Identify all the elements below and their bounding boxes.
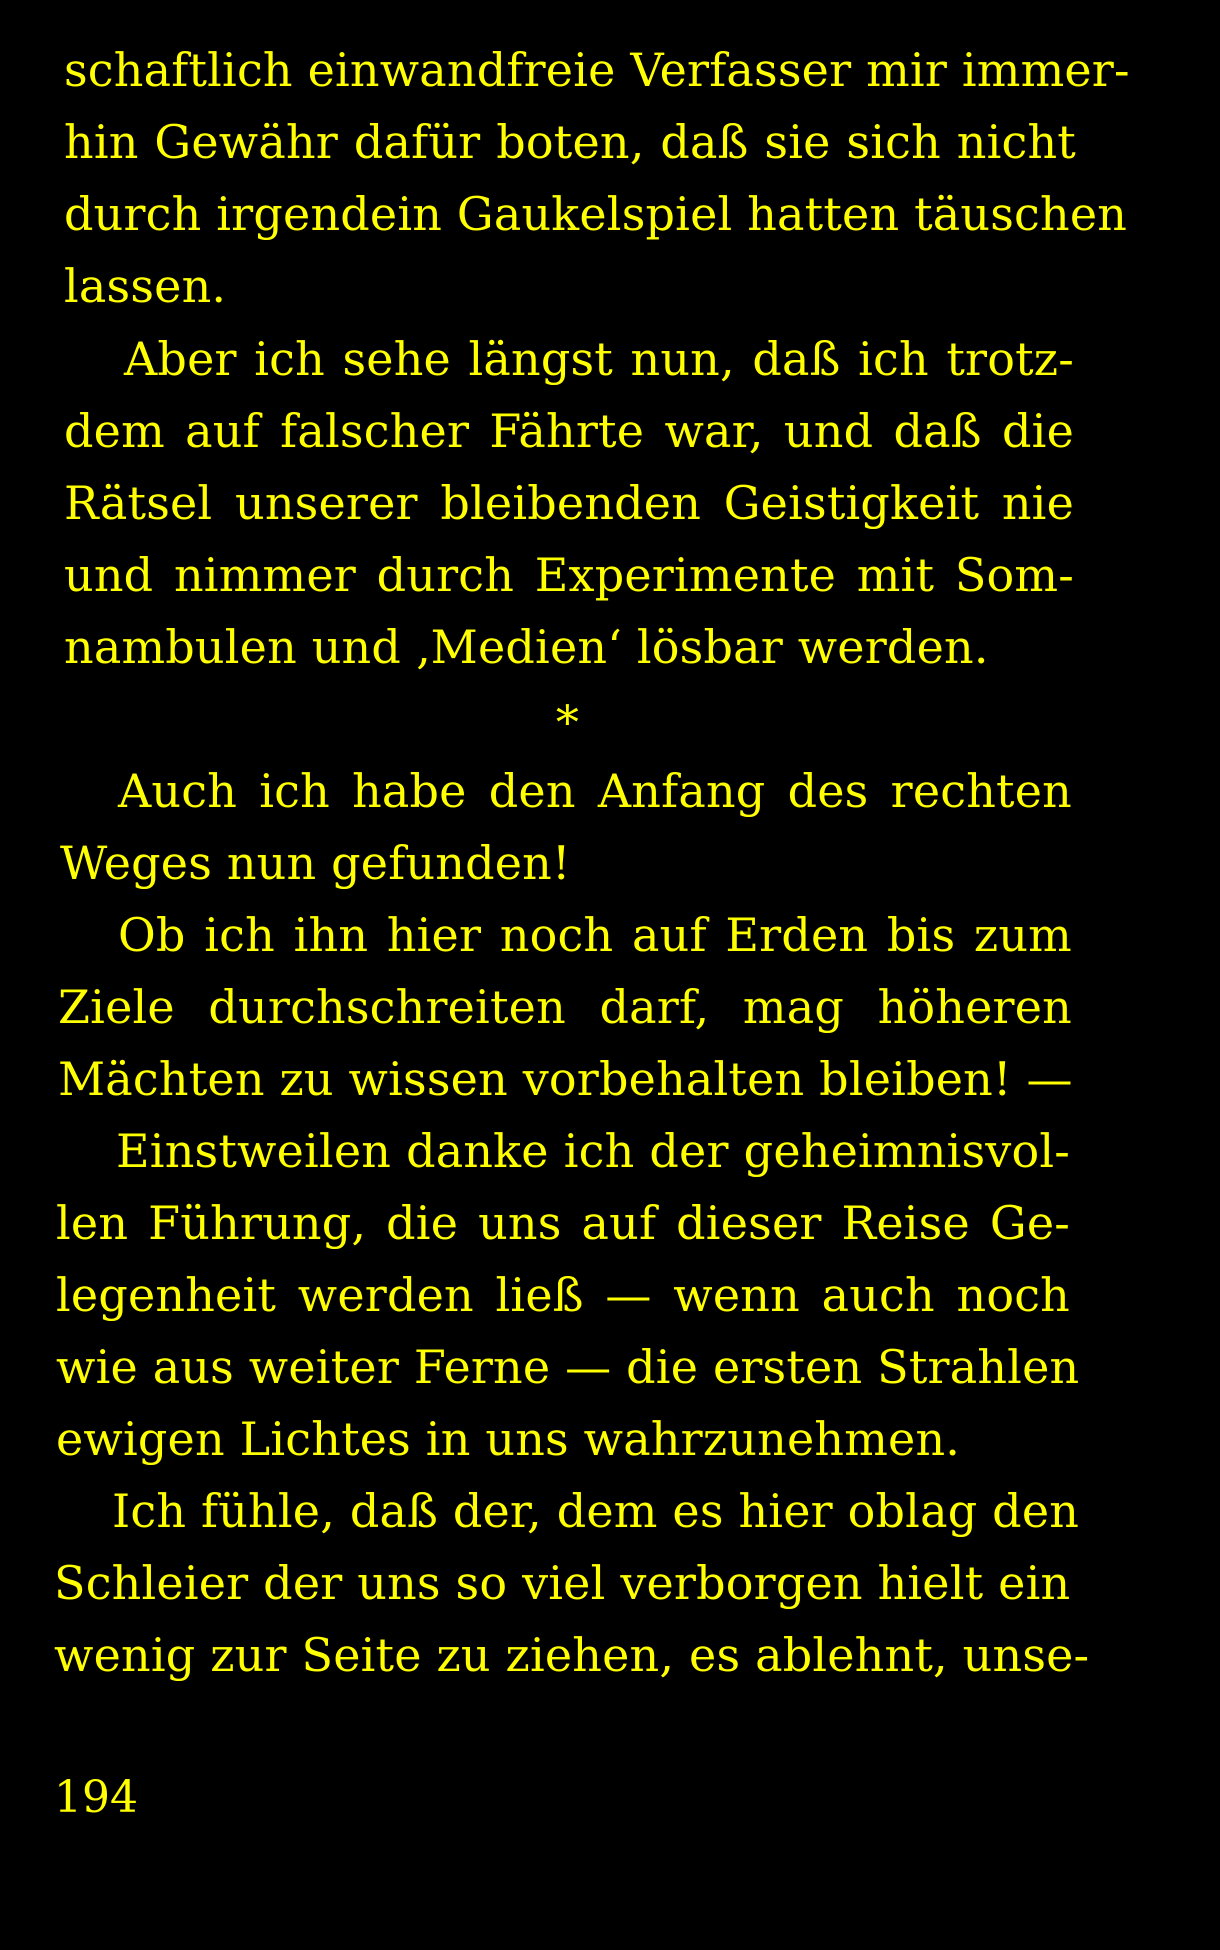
text-line: Weges nun gefunden!: [60, 836, 571, 890]
text-line: Schleier der uns so viel verborgen hielt ein: [54, 1556, 1071, 1610]
text-line: lassen.: [64, 259, 227, 313]
page-number: 194: [54, 1772, 138, 1823]
text-line: wie aus weiter Ferne — die ersten Strahlen: [56, 1340, 1080, 1394]
text-line: Mächten zu wissen vorbehalten bleiben! —: [58, 1052, 1073, 1106]
text-line: hin Gewähr dafür boten, daß sie sich nicht: [64, 115, 1076, 169]
text-line: Einstweilen danke ich der geheimnisvol-: [116, 1124, 1070, 1178]
text-line: Ob ich ihn hier noch auf Erden bis zum: [118, 908, 1072, 962]
text-line: legenheit werden ließ — wenn auch noch: [56, 1268, 1070, 1322]
text-line: und nimmer durch Experimente mit Som-: [64, 548, 1074, 602]
text-line: Rätsel unserer bleibenden Geistigkeit nie: [64, 476, 1074, 530]
text-line: schaftlich einwandfreie Verfasser mir immer-: [64, 43, 1130, 97]
text-line: durch irgendein Gaukelspiel hatten täuschen: [64, 187, 1128, 241]
text-line: dem auf falscher Fährte war, und daß die: [64, 404, 1074, 458]
text-line: Ich fühle, daß der, dem es hier oblag den: [112, 1484, 1080, 1538]
text-line: Ziele durchschreiten darf, mag höheren: [58, 980, 1072, 1034]
text-line: Auch ich habe den Anfang des rechten: [118, 764, 1072, 818]
text-line: Aber ich sehe längst nun, daß ich trotz-: [124, 332, 1074, 386]
text-line: len Führung, die uns auf dieser Reise Ge-: [56, 1196, 1070, 1250]
text-line: ewigen Lichtes in uns wahrzunehmen.: [56, 1412, 961, 1466]
text-line: nambulen und ‚Medien‘ lösbar werden.: [64, 620, 989, 674]
section-divider-asterisk: *: [555, 695, 580, 749]
text-line: wenig zur Seite zu ziehen, es ablehnt, unse-: [54, 1628, 1090, 1682]
